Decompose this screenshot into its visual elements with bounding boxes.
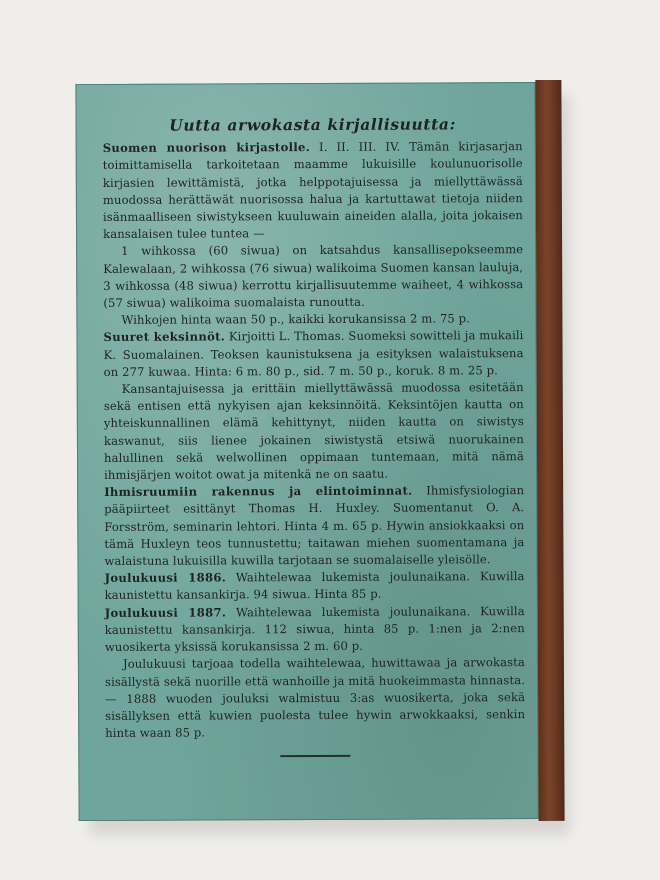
entry-title: Joulukuusi 1886. (104, 570, 227, 586)
entry-paragraph: 1 wihkossa (60 siwua) on katsahdus kansallisepokseemme Kalewalaan, 2 wihkossa (76 siwua) walikoima Suomen kansan lauluja, 3 wihkossa (48 siwua) kerrottu kirjallisuutemme waiheet, 4 wihkossa (57 siwua) walikoima suomalaista runoutta. (103, 242, 524, 310)
entry-title: Joulukuusi 1887. (104, 605, 227, 620)
entry-title: Suomen nuorison kirjastolle. (102, 140, 311, 156)
page-header: Uutta arwokasta kirjallisuutta: (169, 114, 456, 135)
back-cover (75, 82, 538, 821)
entry-price: Wihkojen hinta waan 50 p., kaikki korukansissa 2 m. 75 p. (121, 311, 471, 328)
entry-joulukuusi-1887 (105, 603, 525, 656)
entry-body: Kirjoitti L. Thomas. Suomeksi sowitteli ja mukaili K. Suomalainen. Teoksen kaunistuksena ja esityksen walaistuksena on 277 kuwaa. Hinta: 6 m. 80 p., sid. 7 m. 50 p., koruk. 8 m. 25 p. (103, 328, 524, 379)
book (75, 82, 564, 821)
closing-rule (280, 755, 350, 757)
entry-body: Ihmisfysiologian pääpiirteet esittänyt Thomas H. Huxley. Suomentanut O. A. Forsström, seminarin lehtori. Hinta 4 m. 65 p. Hywin ansiokkaaksi on tämä Huxleyn teos tunnustettu; taitawan miehen suomentamana ja walaistuna lukuisilla kuwilla tarjotaan se suomalaiselle yleisölle. (104, 483, 525, 569)
advertisement-text (103, 115, 526, 758)
entry-title: Ihmisruumiin rakennus ja elintoiminnat. (104, 483, 413, 500)
entry-body: Waihtelewaa lukemista joulunaikana. Kuwilla kaunistettu kansankirja. 112 siwua, hinta 85 p. 1:nen ja 2:nen wuosikerta yksissä korukansissa 2 m. 60 p. (104, 603, 525, 655)
entry-title: Suuret keksinnöt. (103, 329, 226, 345)
entry-body: Waihtelewaa lukemista joulunaikana. Kuwilla kaunistettu kansankirja. 94 siwua. Hinta 85 p. (104, 569, 525, 603)
book-spine (535, 80, 564, 821)
entry-body: I. II. III. IV. Tämän kirjasarjan toimittamisella tarkoitetaan maamme lukuisille koulunuorisolle kirjasien lewittämistä, jotka helppotajuisessa ja miellyttäwässä muodossa herättäwät nuorisossa halua ja kartuttawat tietoja niiden isänmaalliseen siwistykseen kuuluwain aineiden alalla, joita jokaisen kansalaisen tulee tuntea — (102, 139, 524, 242)
entry-paragraph: Kansantajuisessa ja erittäin miellyttäwässä muodossa esitetään sekä entisen että nykyisen ajan keksinnöitä. Keksintöjen kautta on yhteiskunnallinen elämä kehittynyt, niiden kautta on siwistys kaswanut, siis lienee jokainen siwistystä etsiwä nuorukainen halullinen sekä welwollinen oppimaan tuntemaan, mitä nämä ihmisjärjen woitot owat ja mitenkä ne on saatu. (103, 380, 525, 483)
entry-suuret-keksinnot (103, 328, 523, 381)
entry-paragraph: Joulukuusi tarjoaa todella waihtelewaa, huwittawaa ja arwokasta sisällystä sekä nuorille että wanhoille ja mitä huokeimmasta hinnasta. — 1888 wuoden jouluksi walmistuu 3:as wuosikerta, joka sekä sisällyksen että kuwien puolesta tulee hywin arwokkaaksi, senkin hinta waan 85 p. (104, 655, 526, 741)
entry-joulukuusi-1886 (105, 568, 525, 604)
entry-nuorison-kirjasto (103, 138, 523, 243)
entry-ihmisruumiin-rakennus (104, 482, 524, 570)
